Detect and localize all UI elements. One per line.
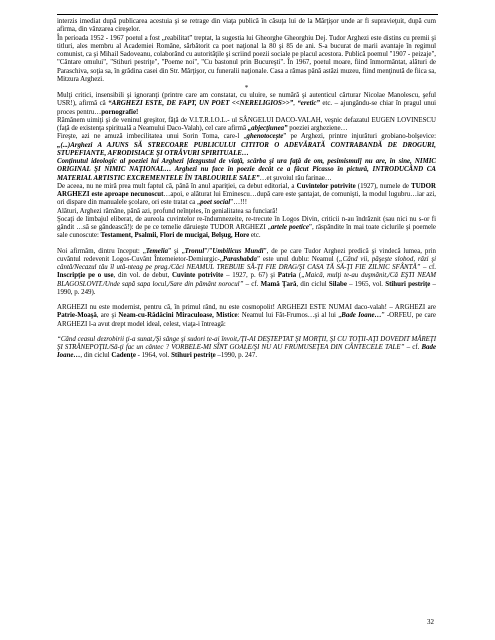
paragraph-rehabilitation: În perioada 1952 - 1967 poetul a fost „reabilitat” treptat, la sugestia lui Gheorghe Gheorghiu Dej. Tudor Arghezi este distins cu premii şi titluri, ales membru al Academiei Române, sărbătorit ca poet naţional la 80 şi 85 de ani. S-a bucurat de marii avantaje în regimul comunist, ca şi Mihail Sadoveanu, colaborând cu autorităţile şi scriind poezii sociale pe placul acestora. Publică poemul "1907 - peizaje", "Cântare omului", "Stihuri pestriţe", "Poeme noi", "Cu bastonul prin Bucureşti". În 1967, poetul moare, fiind înmormântat, alături de Paraschiva, soţia sa, în grădina casei din Str. Mărţişor, cu funeralii naţionale. Casa a rămas până astăzi muzeu, fiind menţinută de fiica sa, Mitzura Arghezi. bbox=[57, 34, 436, 83]
paragraph-bade-ioane-quote: “Când ceasul dezrobirii ţi-a sunat,/Şi sânge şi sudori te-ai învoit,/ŢI-AI DEŞTEPTAT ŞI MORŢII, ŞI CU TOŢII-AŢI DOVEDIT MĂREŢI ŞI STRĂNEPOŢII./Să-ţi fac un cântec ? VORBELE-MI SÎNT GOALE/ŞI NU AU FRUMUSEŢEA DIN CÂNTECELE TALE” – cf. Bade Ioane…, din ciclul Cadenţe - 1964, vol. Stihuri pestriţe –1990, p. 247. bbox=[57, 335, 436, 360]
paragraph-intro: interzis imediat după publicarea acestuia şi se retrage din viaţa publică în căsuţa lui de la Mărţişor unde ar fi supravieţuit, după cum afirma, din vânzarea cireşelor. bbox=[57, 18, 436, 34]
paragraph-temelia: Noi afirmăm, dintru început: „Temelia” şi „Tronul”/”Umbilicus Mundi”, de pe care Tudor Arghezi predică şi vindecă lumea, prin cuvântul redevenit Logos-Cuvânt Întemeietor-Demiurgic-„Parashabda” este unul dublu: Neamul („Când vii, păşeşte slobod, râzi şi cântă/Necazul tău îl ută-nteag pe prag./Căci NEAMUL TREBUIE SĂ-ŢI FIE DRAG/ŞI CASA TĂ SĂ-ŢI FIE ZILNIC SFÂNTĂ” – cf. Inscripţie pe o use, din vol. de debut, Cuvinte potrivite – 1927, p. 67) şi Patria („Maică, mulţi te-au duşmănit,/Că EŞTI NEAM BLAGOSLOVIT./Unde sapă sapa locul,/Sare din pământ norocul” – cf. Mamă Ţară, din ciclul Silabe – 1965, vol. Stihuri pestriţe – 1990, p. 249). bbox=[57, 247, 437, 296]
paragraph-sorin-toma: Fireşte, azi ne amuză imbecilitatea unui Sorin Toma, care-l „ghenotocește” pe Arghezi, printre injurături grobiano-bolşevice: „(...)Arghezi A AJUNS SĂ STRECOARE PUBLICULUI CITITOR O ADEVĂRATĂ CONTRABANDĂ DE DROGURI, STUPEFIANTE, AFRODISIACE ŞI OTRĂVURI SPIRITUALE… bbox=[57, 133, 436, 157]
paragraph-modernist: ARGHEZI nu este modernist, pentru că, în primul rând, nu este cosmopolit! ARGHEZI ESTE NUMAI daco-valah! – ARGHEZI are Patrie-Moaşă, are şi Neam-cu-Rădăcini Miraculoase, Mistice: Neamul lui Făt-Frumos…şi al lui „Bade Ioane…” -ORFEU, pe care ARGHEZI l-a avut drept model ideal, celest, viaţa-i întreagă: bbox=[57, 304, 436, 328]
top-rule bbox=[57, 14, 438, 15]
page-number: 32 bbox=[427, 618, 434, 626]
paragraph-debut: De aceea, nu ne miră prea mult faptul că, până în anul apariţiei, ca debut editorial, a Cuvintelor potrivite (1927), numele de TUDOR ARGHEZI este aproape necunoscut…apoi, e alăturat lui Eminescu…după care este şantajat, de comunişti, la modul lugubru…iar azi, ori dispare din manualele şcolare, ori este tratat ca „poet social”…!!! bbox=[57, 182, 436, 207]
paragraph-critics: Mulţi critici, insensibili şi ignoranţi (printre care am constatat, cu uluire, se numără şi autenticul cărturar Nicolae Manolescu, şeful USR!), afirmă că “ARGHEZI ESTE, DE FAPT, UN POET <<NERELIGIOS>>”, “eretic” etc. – ajungându-se chiar în pragul unui proces pentru…pornografie! bbox=[57, 92, 437, 116]
spacer bbox=[57, 329, 436, 336]
section-separator: * bbox=[244, 84, 249, 92]
paragraph-lovinescu: Rămânem uimiţi şi de veninul greşitor, făţă de V.I.T.R.I.O.L.- ul SÂNGELUI DACO-VALAH, veşnic defazatul EUGEN LOVINESCU (faţă de existenţa spirituală a Neamului Daco-Valah), cel care afirmă „abjecţiunea” poeziei argheziene… bbox=[57, 116, 436, 132]
spacer bbox=[57, 241, 436, 248]
paragraph-arte-poetice: Şocaţi de limbajul eliberat, de aureola cuvintelor re-îndumnezeite, re-trecute în Logos Divin, criticii n-au îndrăznit (sau nici nu s-or fi gândit …să se gândească!): de pe ce temelie dăruieşte TUDOR ARGHEZI „artele poetice”, răspândite în mai toate ciclurile şi poemele sale cunoscute: Testament, Psalmii, Flori de mucigai, Belşug, Hore etc. bbox=[57, 215, 436, 240]
document-page bbox=[57, 18, 436, 361]
spacer bbox=[57, 297, 436, 304]
paragraph-quote-toma: Conţinutul ideologic al poeziei lui Arghezi [dezgustul de viaţă, scârba şi ura faţă de om, pesimismul] nu are, în sine, NIMIC ORIGINAL ŞI NIMIC NAŢIONAL… Arghezi nu face în poezie decât ce a făcut Picasso în pictură, INTRODUCÂND CA MATERIAL ARTISTIC EXCREMENTELE ÎN TABLOURILE SALE”…et şuvoiul rău farinae… bbox=[57, 158, 436, 182]
paragraph-misunderstood: Alături, Arghezi rămâne, până azi, profund neînţeles, în genialitatea sa funciară! bbox=[57, 207, 278, 215]
